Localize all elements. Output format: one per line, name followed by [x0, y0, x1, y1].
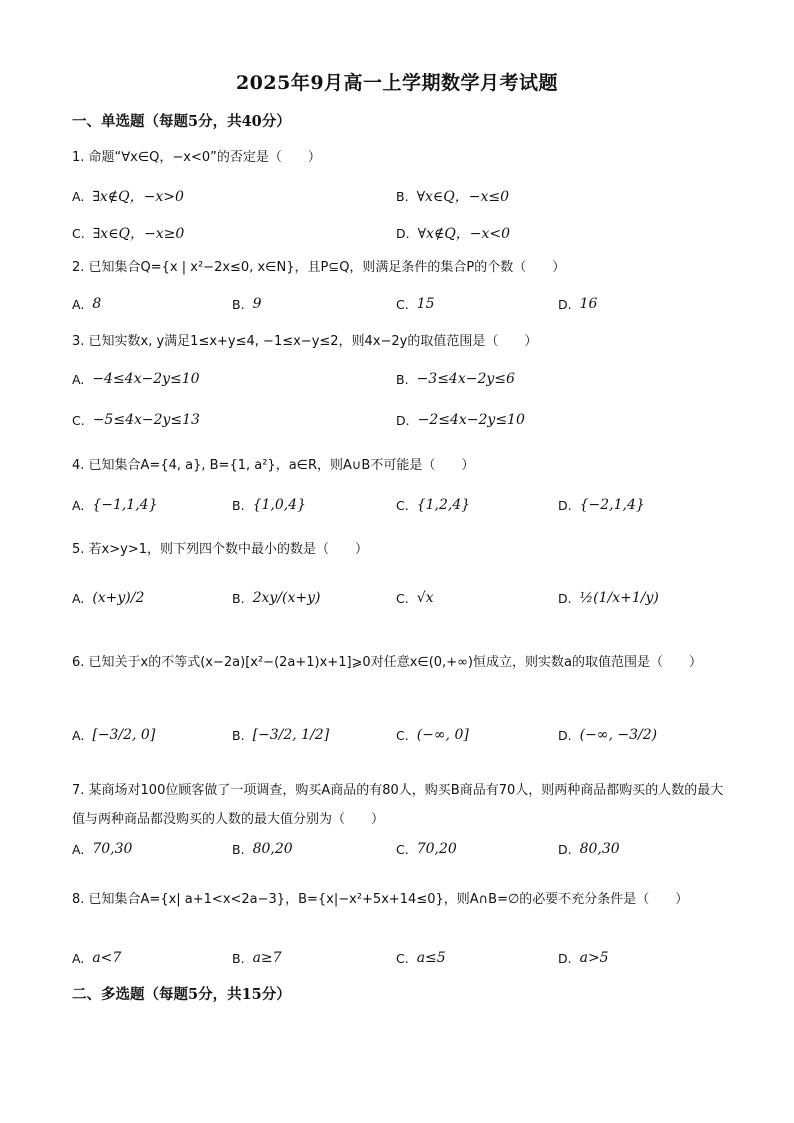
option-a[interactable]: A. (x+y)/2 — [72, 590, 145, 606]
option-b[interactable]: B. {1,0,4} — [232, 497, 306, 513]
option-b[interactable]: B. 80,20 — [232, 841, 293, 857]
option-c[interactable]: C. {1,2,4} — [396, 497, 471, 513]
question-1-stem: 1. 命题“∀x∈Q，−x<0”的否定是（ ） — [72, 150, 321, 165]
option-a[interactable]: A. −4≤4x−2y≤10 — [72, 371, 200, 387]
option-d[interactable]: D. ∀x∉Q，−x<0 — [396, 225, 511, 242]
option-c[interactable]: C. −5≤4x−2y≤13 — [72, 412, 200, 428]
section-heading-multiple-choice: 二、多选题（每题5分，共15分） — [72, 986, 291, 1003]
question-6-stem: 6. 已知关于x的不等式(x−2a)[x²−(2a+1)x+1]⩾0对任意x∈(0,+∞)恒成立，则实数a的取值范围是（ ） — [72, 655, 702, 670]
option-a[interactable]: A. 70,30 — [72, 841, 133, 857]
question-3-options-2 — [72, 412, 732, 436]
option-c[interactable]: C. ∃x∈Q，−x≥0 — [72, 225, 185, 242]
option-d[interactable]: D. 80,30 — [558, 841, 620, 857]
question-6-options — [72, 727, 732, 751]
page-title: 2025年9月高一上学期数学月考试题 — [235, 72, 559, 94]
option-c[interactable]: C. 15 — [396, 296, 435, 312]
option-a[interactable]: A. a<7 — [72, 950, 122, 966]
question-3-options — [72, 371, 732, 395]
option-b[interactable]: B. −3≤4x−2y≤6 — [396, 371, 515, 387]
question-7-stem: 7. 某商场对100位顾客做了一项调查，购买A商品的有80人，购买B商品有70人，则两种商品都购买的人数的最大值与两种商品都没购买的人数的最大值分别为（ ） — [72, 783, 724, 827]
option-c[interactable]: C. a≤5 — [396, 950, 446, 966]
option-d[interactable]: D. ½(1/x+1/y) — [558, 590, 659, 606]
option-d[interactable]: D. {−2,1,4} — [558, 497, 645, 513]
option-c[interactable]: C. √x — [396, 590, 434, 606]
option-b[interactable]: B. 2xy/(x+y) — [232, 590, 321, 606]
option-d[interactable]: D. a>5 — [558, 950, 609, 966]
option-d[interactable]: D. (−∞, −3/2) — [558, 727, 658, 743]
question-1-options — [72, 186, 732, 210]
question-4-stem: 4. 已知集合A={4, a}, B={1, a²}，a∈R，则A∪B不可能是（ ） — [72, 458, 475, 473]
section-heading-single-choice: 一、单选题（每题5分，共40分） — [72, 113, 291, 130]
question-2-options — [72, 296, 732, 320]
option-b[interactable]: B. a≥7 — [232, 950, 282, 966]
option-d[interactable]: D. −2≤4x−2y≤10 — [396, 412, 525, 428]
option-a[interactable]: A. {−1,1,4} — [72, 497, 158, 513]
question-5-stem: 5. 若x>y>1，则下列四个数中最小的数是（ ） — [72, 542, 368, 557]
option-a[interactable]: A. 8 — [72, 296, 102, 312]
option-b[interactable]: B. ∀x∈Q，−x≤0 — [396, 188, 510, 205]
question-7-options — [72, 841, 732, 865]
option-a[interactable]: A. ∃x∉Q，−x>0 — [72, 188, 184, 205]
question-4-options — [72, 497, 732, 521]
question-3-stem: 3. 已知实数x, y满足1≤x+y≤4, −1≤x−y≤2，则4x−2y的取值范围是（ ） — [72, 334, 538, 349]
option-c[interactable]: C. 70,20 — [396, 841, 457, 857]
question-5-options — [72, 590, 732, 614]
option-a[interactable]: A. [−3/2, 0] — [72, 727, 156, 743]
question-1-options-2 — [72, 223, 732, 247]
option-b[interactable]: B. [−3/2, 1/2] — [232, 727, 330, 743]
question-2-stem: 2. 已知集合Q={x | x²−2x≤0, x∈N}，且P⊆Q，则满足条件的集合P的个数（ ） — [72, 260, 566, 275]
question-8-stem: 8. 已知集合A={x| a+1<x<2a−3}，B={x|−x²+5x+14≤0}，则A∩B=∅的必要不充分条件是（ ） — [72, 892, 689, 907]
option-d[interactable]: D. 16 — [558, 296, 598, 312]
question-8-options — [72, 950, 732, 974]
option-c[interactable]: C. (−∞, 0] — [396, 727, 469, 743]
option-b[interactable]: B. 9 — [232, 296, 262, 312]
